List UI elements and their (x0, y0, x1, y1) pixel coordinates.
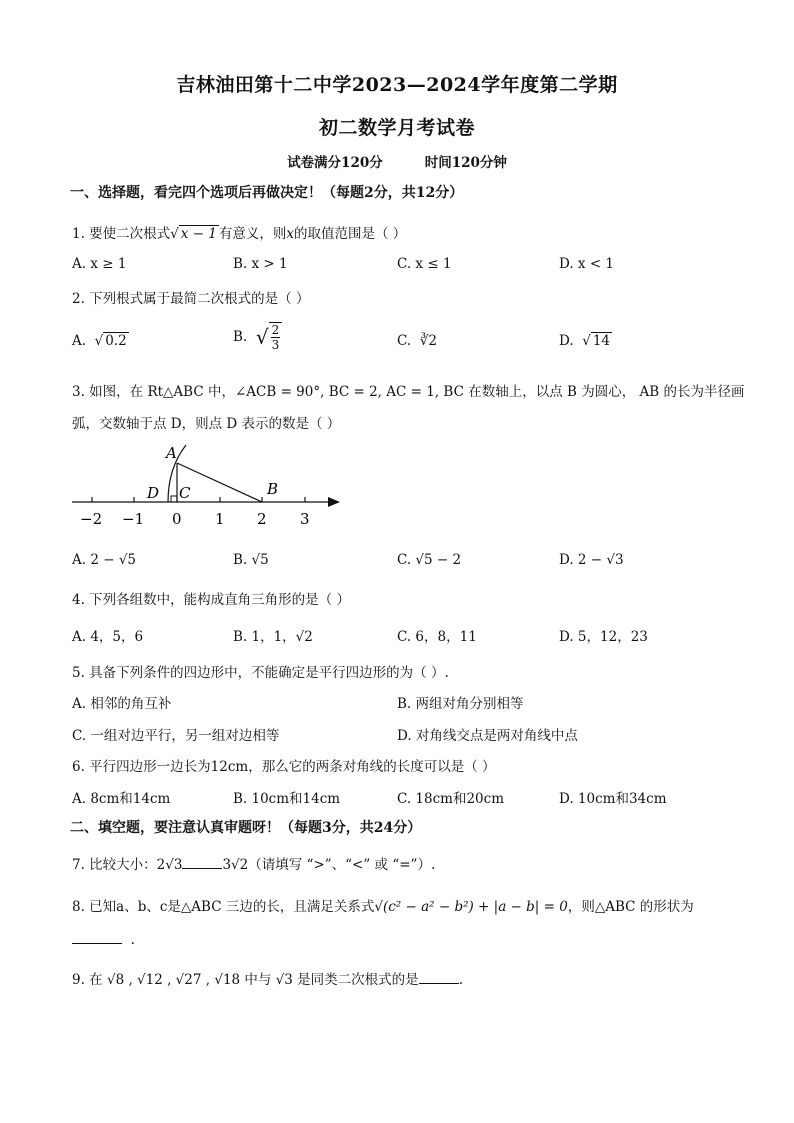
q7-answer-blank[interactable] (182, 868, 222, 869)
question-2: 2. 下列根式属于最简二次根式的是（ ） (72, 291, 310, 307)
question-3-line-1: 3. 如图，在 Rt△ABC 中，∠ACB = 90°, BC = 2, AC = 1, BC 在数轴上，以点 B 为圆心， AB 的长为半径画 (72, 384, 745, 400)
q1-var: x (286, 226, 295, 242)
section-fill-heading: 二、填空题，要注意认真审题呀！（每题3分，共24分） (70, 820, 422, 836)
q2-option-d: D. √ 14 (559, 333, 611, 349)
q1-text-c: 的取值范围是（ ） (294, 226, 407, 242)
question-1 (72, 222, 406, 242)
question-4: 4. 下列各组数中，能构成直角三角形的是（ ） (72, 592, 350, 608)
q1-radical: √ x − 1 (170, 226, 217, 242)
q1-option-c: C. x ≤ 1 (397, 256, 452, 272)
exam-title: 吉林油田第十二中学2023—2024学年度第二学期 (176, 74, 618, 96)
axis-arrow-icon (328, 497, 340, 507)
q1-option-b: B. x > 1 (233, 256, 288, 272)
q3-option-a: A. 2 − √5 (72, 552, 137, 568)
point-label-c: C (179, 484, 191, 502)
point-label-a: A (166, 444, 177, 462)
tick-label: 3 (300, 510, 310, 528)
tick-label: 1 (215, 510, 225, 528)
q6-option-d: D. 10cm和34cm (559, 791, 667, 807)
tick-label: 0 (172, 510, 182, 528)
point-label-d: D (147, 484, 160, 502)
right-angle-mark (171, 496, 177, 502)
q1-option-a: A. x ≥ 1 (72, 256, 127, 272)
q1-option-d: D. x < 1 (559, 256, 615, 272)
q4-option-a: A. 4，5，6 (72, 629, 144, 645)
score-label: 试卷满分120分 (287, 155, 383, 171)
q4-option-d: D. 5，12，23 (559, 629, 648, 645)
question-8-answer-line: . (72, 932, 135, 948)
q2-option-a: A. √ 0.2 (72, 333, 127, 349)
q6-option-a: A. 8cm和14cm (72, 791, 171, 807)
section-choice-heading: 一、选择题，看完四个选项后再做决定！（每题2分，共12分） (70, 185, 464, 201)
tick-label: −2 (80, 510, 103, 528)
q4-option-b: B. 1，1，√2 (233, 629, 313, 645)
time-label: 时间120分钟 (424, 155, 507, 171)
q4-option-c: C. 6，8，11 (397, 629, 477, 645)
question-8: 8. 已知a、b、c是△ABC 三边的长，且满足关系式√(c² − a² − b²) + |a − b| = 0，则△ABC 的形状为 (72, 899, 694, 915)
question-9: 9. 在 √8 , √12 , √27 , √18 中与 √3 是同类二次根式的是 . (72, 972, 463, 988)
q9-answer-blank[interactable] (419, 983, 459, 984)
tick-label: −1 (122, 510, 145, 528)
q8-expression: √(c² − a² − b²) + |a − b| = 0 (374, 899, 568, 915)
q6-option-c: C. 18cm和20cm (397, 791, 505, 807)
question-3-line-2: 弧，交数轴于点 D，则点 D 表示的数是（ ） (72, 416, 341, 432)
q1-text: 1. 要使二次根式 (72, 226, 171, 242)
q5-option-a: A. 相邻的角互补 (72, 696, 172, 712)
exam-info (0, 151, 794, 171)
q2-option-c: C. ∛2 (397, 333, 437, 349)
q5-option-b: B. 两组对角分别相等 (397, 696, 524, 712)
tick-label: 2 (257, 510, 267, 528)
q3-option-c: C. √5 − 2 (397, 552, 462, 568)
q8-answer-blank[interactable] (72, 943, 122, 944)
q3-option-d: D. 2 − √3 (559, 552, 624, 568)
q3-number-line-figure (66, 440, 356, 530)
point-label-b: B (267, 480, 279, 498)
q5-option-c: C. 一组对边平行，另一组对边相等 (72, 728, 280, 744)
exam-subtitle: 初二数学月考试卷 (318, 117, 475, 139)
q3-option-b: B. √5 (233, 552, 269, 568)
q2-option-b: B. √ $\frac{2}{3}$ (233, 322, 282, 352)
q5-option-d: D. 对角线交点是两对角线中点 (397, 728, 578, 744)
question-6: 6. 平行四边形一边长为12cm，那么它的两条对角线的长度可以是（ ） (72, 759, 496, 775)
question-5: 5. 具备下列条件的四边形中，不能确定是平行四边形的为（ ）. (72, 665, 449, 681)
question-7: 7. 比较大小：2√3 3√2（请填写 “>”、“<” 或 “=”）. (72, 857, 436, 873)
q1-text-b: 有意义，则 (218, 226, 287, 242)
q6-option-b: B. 10cm和14cm (233, 791, 341, 807)
